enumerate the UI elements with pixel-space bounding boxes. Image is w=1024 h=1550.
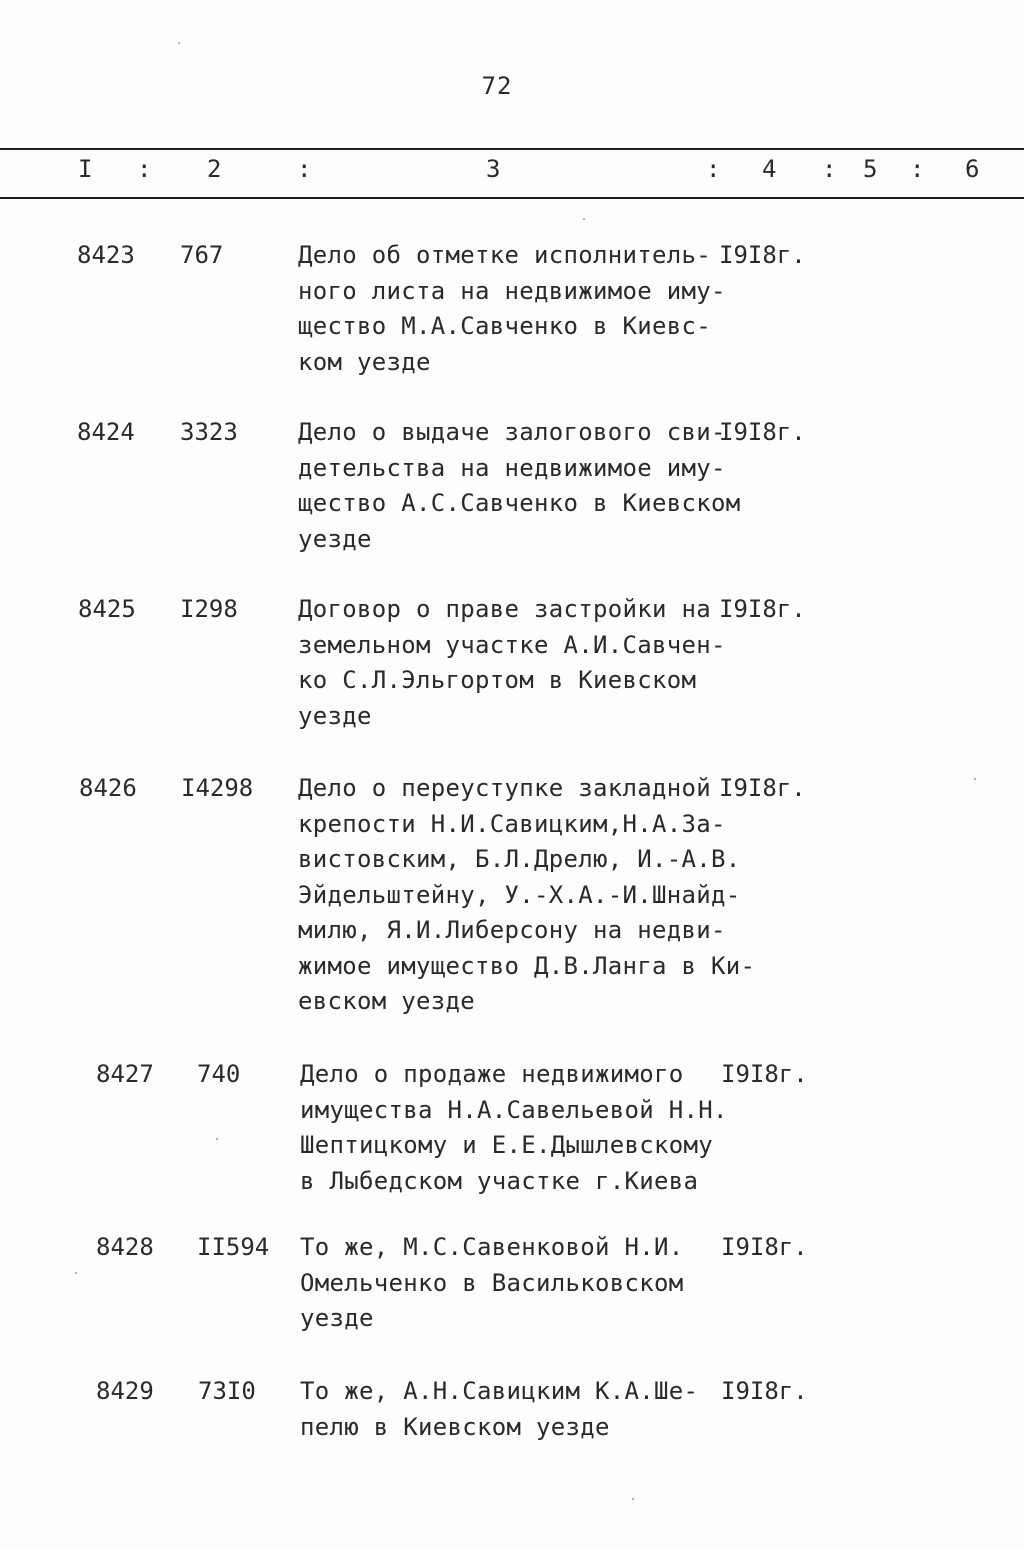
entry-title: [300, 1057, 730, 1199]
entry-title: [298, 592, 728, 734]
entry-title-line: щество М.А.Савченко в Киевс-: [298, 312, 711, 340]
entry-number: 8425: [78, 595, 136, 623]
header-separator: :: [137, 155, 152, 183]
header-separator: :: [910, 155, 925, 183]
entry-title-line: милю, Я.И.Либерсону на недви-: [298, 916, 726, 944]
entry-title: [300, 1230, 730, 1337]
page-number: 72: [481, 72, 513, 100]
entry-title-line: крепости Н.И.Савицким,Н.А.За-: [298, 809, 726, 838]
entry-year: I9I8г.: [719, 241, 806, 269]
entry-number: 8424: [77, 418, 135, 446]
entry-title-line: Дело о продаже недвижимого: [300, 1060, 684, 1088]
scan-speck: [974, 778, 976, 780]
header-col-2: 2: [207, 155, 222, 183]
scan-speck: [632, 1498, 634, 1500]
entry-file-number: 767: [180, 241, 224, 269]
header-separator: :: [822, 155, 837, 183]
entry-file-number: 73I0: [198, 1377, 256, 1405]
entry-number: 8428: [96, 1233, 154, 1261]
entry-title-line: То же, А.Н.Савицким К.А.Ше-: [300, 1377, 699, 1405]
entry-title-line: жимое имущество Д.В.Ланга в Ки-: [298, 951, 756, 980]
entry-title: [298, 238, 728, 380]
entry-title-line: Шептицкому и Е.Е.Дышлевскому: [300, 1131, 713, 1159]
entry-number: 8429: [96, 1377, 154, 1405]
entry-title: [298, 771, 756, 1020]
scan-speck: [583, 218, 585, 220]
entry-year: I9I8г.: [719, 418, 806, 446]
entry-title-line: ком уезде: [298, 347, 431, 376]
entry-file-number: 740: [197, 1060, 241, 1088]
scan-speck: [178, 42, 180, 44]
column-header-row: [0, 155, 1024, 191]
entry-number: 8427: [96, 1060, 154, 1088]
header-col-5: 5: [863, 155, 878, 183]
entry-title-line: вистовским, Б.Л.Дрелю, И.-А.В.: [298, 845, 741, 873]
entry-title: [300, 1374, 730, 1445]
scan-speck: [216, 1138, 218, 1140]
header-col-4: 4: [762, 155, 777, 183]
entry-title-line: То же, М.С.Савенковой Н.И.: [300, 1233, 684, 1261]
entry-title-line: щество А.С.Савченко в Киевском: [298, 489, 741, 517]
header-col-3: 3: [486, 155, 501, 183]
entry-title-line: уезде: [298, 524, 372, 553]
entry-title-line: ко С.Л.Эльгортом в Киевском: [298, 666, 697, 694]
entry-title-line: в Лыбедском участке г.Киева: [300, 1166, 699, 1195]
entry-year: I9I8г.: [721, 1060, 808, 1088]
entry-title-line: Дело об отметке исполнитель-: [298, 241, 711, 269]
entry-year: I9I8г.: [721, 1233, 808, 1261]
header-separator: :: [706, 155, 721, 183]
entry-title-line: уезде: [298, 701, 372, 730]
entry-file-number: I298: [180, 595, 238, 623]
header-bottom-rule: [0, 197, 1024, 199]
entry-file-number: I4298: [181, 774, 254, 802]
header-col-1: I: [78, 155, 93, 183]
entry-title-line: ного листа на недвижимое иму-: [298, 276, 726, 305]
entry-title-line: пелю в Киевском уезде: [300, 1412, 610, 1441]
entry-title-line: Договор о праве застройки на: [298, 595, 711, 623]
entry-year: I9I8г.: [719, 774, 806, 802]
entry-title-line: Дело о выдаче залогового сви-: [298, 418, 726, 446]
header-top-rule: [0, 148, 1024, 150]
entry-title: [298, 415, 741, 557]
entry-title-line: Дело о переуступке закладной: [298, 774, 711, 802]
entry-title-line: Эйдельштейну, У.-Х.А.-И.Шнайд-: [298, 880, 741, 909]
entry-file-number: 3323: [180, 418, 238, 446]
entry-title-line: евском уезде: [298, 987, 475, 1015]
entry-title-line: имущества Н.А.Савельевой Н.Н.: [300, 1095, 728, 1124]
entry-year: I9I8г.: [719, 595, 806, 623]
entry-title-line: детельства на недвижимое иму-: [298, 453, 726, 482]
scan-speck: [75, 1272, 77, 1274]
entry-year: I9I8г.: [721, 1377, 808, 1405]
entry-title-line: земельном участке А.И.Савчен-: [298, 630, 726, 659]
entry-number: 8426: [79, 774, 137, 802]
entry-file-number: II594: [197, 1233, 270, 1261]
entry-number: 8423: [77, 241, 135, 269]
entry-title-line: уезде: [300, 1304, 374, 1332]
header-separator: :: [297, 155, 312, 183]
entry-title-line: Омельченко в Васильковском: [300, 1268, 684, 1297]
header-col-6: 6: [965, 155, 980, 183]
